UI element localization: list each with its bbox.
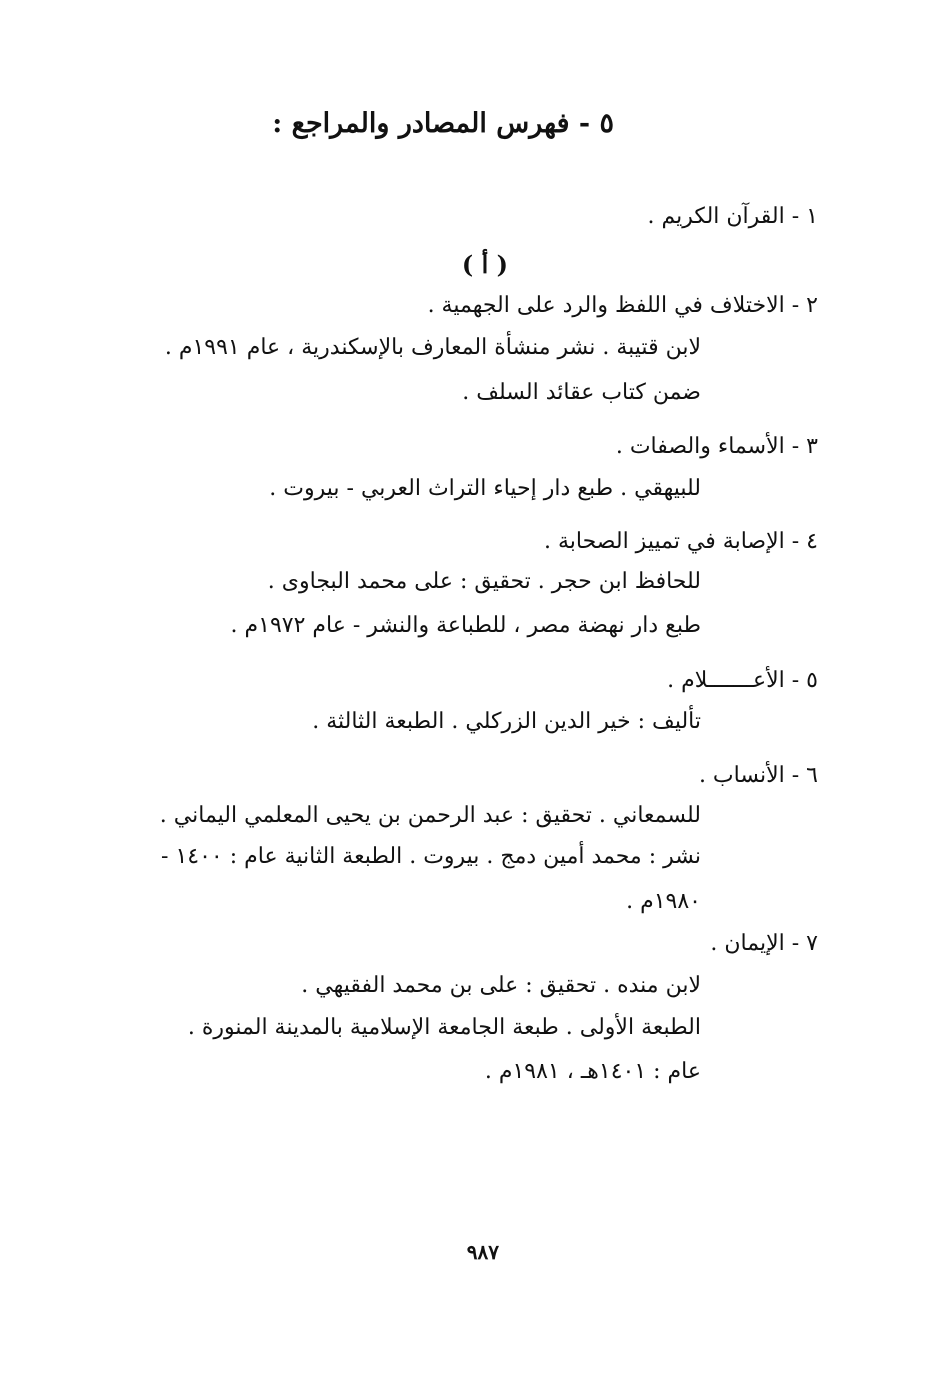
entry-4-detail-2: طبع دار نهضة مصر ، للطباعة والنشر - عام ١٩٧٢م . — [230, 613, 701, 638]
entry-7-detail-1: لابن منده . تحقيق : على بن محمد الفقيهي . — [301, 973, 701, 998]
entry-6-title: ٦ - الأنساب . — [698, 763, 818, 788]
entry-2-title: ٢ - الاختلاف في اللفظ والرد على الجهمية . — [427, 293, 818, 318]
entry-6-detail-2: نشر : محمد أمين دمج . بيروت . الطبعة الثانية عام : ١٤٠٠ - — [161, 844, 701, 869]
entry-3-title: ٣ - الأسماء والصفات . — [615, 434, 818, 459]
entry-7-detail-3: عام : ١٤٠١هـ ، ١٩٨١م . — [484, 1059, 701, 1084]
entry-3-detail-1: للبيهقي . طبع دار إحياء التراث العربي - بيروت . — [269, 476, 701, 501]
page-title: ٥ - فهرس المصادر والمراجع : — [272, 108, 614, 139]
entry-4-title: ٤ - الإصابة في تمييز الصحابة . — [543, 529, 818, 554]
entry-2-detail-1: لابن قتيبة . نشر منشأة المعارف بالإسكندرية ، عام ١٩٩١م . — [164, 335, 701, 360]
entry-6-detail-3: ١٩٨٠م . — [626, 889, 701, 914]
section-letter: ( أ ) — [461, 250, 508, 279]
entry-5-detail-1: تأليف : خير الدين الزركلي . الطبعة الثالثة . — [312, 709, 701, 734]
entry-1-title: ١ - القرآن الكريم . — [647, 204, 818, 229]
entry-7-detail-2: الطبعة الأولى . طبعة الجامعة الإسلامية بالمدينة المنورة . — [187, 1015, 701, 1040]
entry-6-detail-1: للسمعاني . تحقيق : عبد الرحمن بن يحيى المعلمي اليماني . — [159, 803, 701, 828]
entry-4-detail-1: للحافظ ابن حجر . تحقيق : على محمد البجاوى . — [267, 569, 701, 594]
entry-2-detail-2: ضمن كتاب عقائد السلف . — [462, 380, 701, 405]
entry-7-title: ٧ - الإيمان . — [710, 931, 818, 956]
entry-5-title: ٥ - الأعـــــــلام . — [667, 668, 818, 693]
page-number: ٩٨٧ — [466, 1240, 499, 1264]
